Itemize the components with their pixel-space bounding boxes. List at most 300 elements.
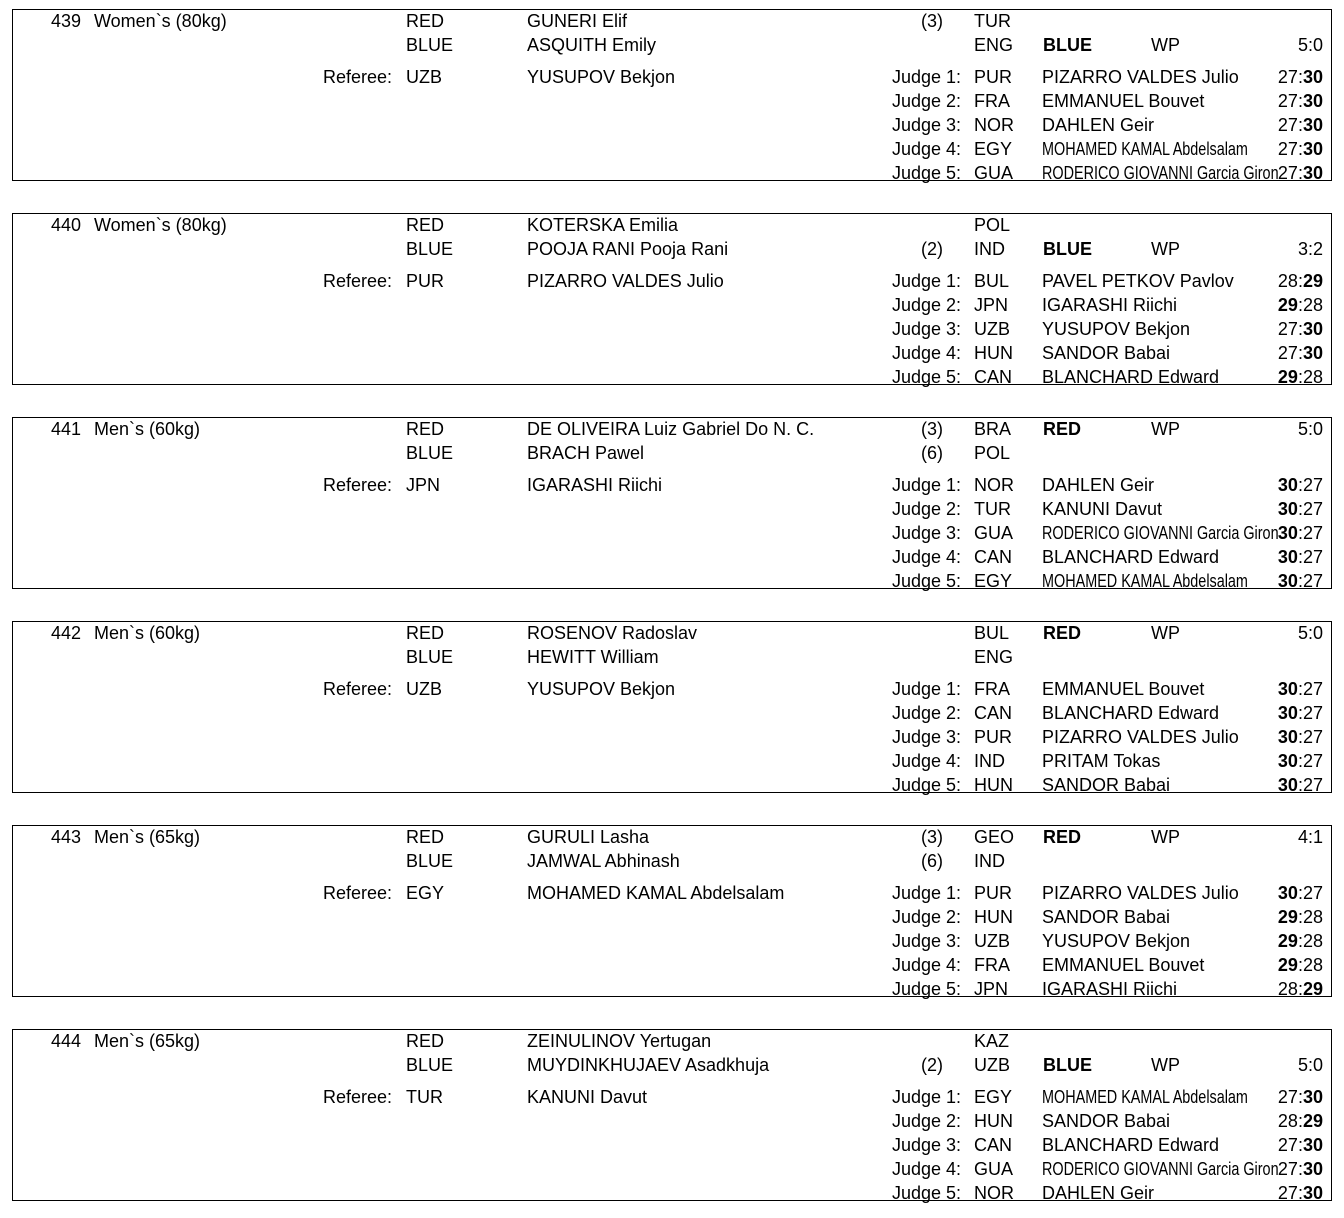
score-separator: : xyxy=(1297,931,1303,951)
judge-name xyxy=(1042,774,1170,796)
judge-label: Judge 1: xyxy=(891,67,961,87)
judge-label: Judge 5: xyxy=(891,979,961,999)
bout-number: 441 xyxy=(50,419,81,439)
judge-score-blue: 29 xyxy=(1302,979,1323,999)
athlete-name: POOJA RANI Pooja Rani xyxy=(527,239,729,259)
judge-score xyxy=(1233,906,1323,928)
judge-name-text: MOHAMED KAMAL Abdelsalam xyxy=(1042,1087,1248,1107)
judge-label: Judge 4: xyxy=(891,139,961,159)
judge-score xyxy=(1233,750,1323,772)
bout-block xyxy=(12,621,1332,793)
winner-corner: BLUE xyxy=(1043,239,1092,259)
judge-country: CAN xyxy=(974,703,1013,723)
judge-name-text: EMMANUEL Bouvet xyxy=(1042,955,1205,975)
judge-score-red: 30 xyxy=(1277,547,1298,567)
score-separator: : xyxy=(1297,319,1303,339)
athlete-country: ENG xyxy=(974,647,1014,667)
judge-label: Judge 2: xyxy=(891,703,961,723)
athlete-name: BRACH Pawel xyxy=(527,443,645,463)
judge-score-blue: 28 xyxy=(1302,367,1323,387)
athlete-country: GEO xyxy=(974,827,1015,847)
judge-name-text: MOHAMED KAMAL Abdelsalam xyxy=(1042,139,1248,159)
judge-score-red: 30 xyxy=(1277,703,1298,723)
judge-label: Judge 4: xyxy=(891,547,961,567)
judge-score xyxy=(1233,66,1323,88)
judge-name-text: KANUNI Davut xyxy=(1042,499,1163,519)
judge-score-blue: 27 xyxy=(1302,703,1323,723)
score-separator: : xyxy=(1297,271,1303,291)
judge-score-red: 30 xyxy=(1277,727,1298,747)
judge-score-blue: 27 xyxy=(1302,775,1323,795)
score-separator: : xyxy=(1297,883,1303,903)
judge-name xyxy=(1042,342,1170,364)
judge-score-blue: 27 xyxy=(1302,499,1323,519)
judge-country: CAN xyxy=(974,367,1013,387)
judge-score xyxy=(1233,342,1323,364)
judge-country: NOR xyxy=(974,115,1014,135)
judge-score xyxy=(1233,882,1323,904)
judge-score xyxy=(1233,1182,1323,1204)
bout-score: 4:1 xyxy=(1297,827,1323,847)
judge-score-red: 27 xyxy=(1277,1135,1298,1155)
judge-name-text: PAVEL PETKOV Pavlov xyxy=(1042,271,1234,291)
judge-name-text: PIZARRO VALDES Julio xyxy=(1042,67,1239,87)
judge-score xyxy=(1233,546,1323,568)
athlete-name: ASQUITH Emily xyxy=(527,35,657,55)
judge-name xyxy=(1042,954,1204,976)
judge-country: FRA xyxy=(974,91,1010,111)
judge-label: Judge 4: xyxy=(891,1159,961,1179)
score-separator: : xyxy=(1297,499,1303,519)
judge-label: Judge 3: xyxy=(891,319,961,339)
judge-score-blue: 30 xyxy=(1302,115,1323,135)
bout-number: 444 xyxy=(50,1031,81,1051)
judge-name-text: YUSUPOV Bekjon xyxy=(1042,931,1191,951)
judge-country: FRA xyxy=(974,679,1010,699)
win-method: WP xyxy=(1151,35,1180,55)
judge-label: Judge 4: xyxy=(891,343,961,363)
bout-number: 440 xyxy=(50,215,81,235)
judge-name-text: DAHLEN Geir xyxy=(1042,1183,1155,1203)
judge-name-text: MOHAMED KAMAL Abdelsalam xyxy=(1042,571,1248,591)
score-separator: : xyxy=(1297,1159,1303,1179)
judge-name-text: SANDOR Babai xyxy=(1042,907,1171,927)
judge-name xyxy=(1042,882,1239,904)
judge-name-text: SANDOR Babai xyxy=(1042,775,1171,795)
referee-name: KANUNI Davut xyxy=(527,1087,648,1107)
judge-country: HUN xyxy=(974,1111,1013,1131)
judge-country: GUA xyxy=(974,523,1014,543)
athlete-seed: (3) xyxy=(921,419,943,439)
judge-name xyxy=(1042,1182,1154,1204)
corner-label: BLUE xyxy=(406,35,454,55)
judge-name-text: RODERICO GIOVANNI Garcia Giron xyxy=(1042,523,1279,543)
referee-name: YUSUPOV Bekjon xyxy=(527,679,676,699)
judge-country: EGY xyxy=(974,571,1013,591)
judge-score xyxy=(1233,678,1323,700)
judge-country: TUR xyxy=(974,499,1011,519)
athlete-country: POL xyxy=(974,215,1011,235)
winner-corner: RED xyxy=(1043,827,1082,847)
judge-score xyxy=(1233,1158,1323,1180)
winner-corner: RED xyxy=(1043,419,1082,439)
judge-score-red: 30 xyxy=(1277,775,1298,795)
judge-score-blue: 27 xyxy=(1302,727,1323,747)
judge-label: Judge 3: xyxy=(891,115,961,135)
judge-score-blue: 27 xyxy=(1302,883,1323,903)
judge-score-red: 30 xyxy=(1277,571,1298,591)
judge-score-blue: 28 xyxy=(1302,931,1323,951)
judge-score-blue: 28 xyxy=(1302,907,1323,927)
corner-label: RED xyxy=(406,419,445,439)
judge-score xyxy=(1233,930,1323,952)
judge-score-red: 29 xyxy=(1277,931,1298,951)
corner-label: RED xyxy=(406,1031,445,1051)
judge-name-text: YUSUPOV Bekjon xyxy=(1042,319,1191,339)
judge-score xyxy=(1233,774,1323,796)
judge-country: EGY xyxy=(974,139,1013,159)
weight-category: Women`s (80kg) xyxy=(94,215,227,235)
judge-label: Judge 3: xyxy=(891,523,961,543)
weight-category: Men`s (65kg) xyxy=(94,827,201,847)
judge-label: Judge 3: xyxy=(891,931,961,951)
score-separator: : xyxy=(1297,727,1303,747)
score-separator: : xyxy=(1297,163,1303,183)
athlete-name: GURULI Lasha xyxy=(527,827,650,847)
score-separator: : xyxy=(1297,571,1303,591)
judge-label: Judge 3: xyxy=(891,1135,961,1155)
judge-label: Judge 2: xyxy=(891,295,961,315)
judge-name-text: PRITAM Tokas xyxy=(1042,751,1161,771)
judge-name xyxy=(1042,270,1234,292)
judge-name-text: PIZARRO VALDES Julio xyxy=(1042,727,1239,747)
judge-score xyxy=(1233,1134,1323,1156)
referee-label: Referee: xyxy=(322,271,392,291)
judge-label: Judge 1: xyxy=(891,475,961,495)
judge-country: NOR xyxy=(974,475,1014,495)
judge-score xyxy=(1233,270,1323,292)
athlete-seed: (3) xyxy=(921,11,943,31)
judge-label: Judge 1: xyxy=(891,883,961,903)
judge-name-text: IGARASHI Riichi xyxy=(1042,979,1178,999)
bout-number: 443 xyxy=(50,827,81,847)
score-separator: : xyxy=(1297,91,1303,111)
judge-name-text: DAHLEN Geir xyxy=(1042,115,1155,135)
referee-label: Referee: xyxy=(322,67,392,87)
judge-score xyxy=(1233,138,1323,160)
judge-country: GUA xyxy=(974,163,1014,183)
judge-score-red: 27 xyxy=(1277,67,1298,87)
judge-score-red: 30 xyxy=(1277,679,1298,699)
judge-label: Judge 4: xyxy=(891,955,961,975)
score-separator: : xyxy=(1297,907,1303,927)
athlete-name: KOTERSKA Emilia xyxy=(527,215,679,235)
bout-score: 5:0 xyxy=(1297,35,1323,55)
judge-label: Judge 4: xyxy=(891,751,961,771)
score-separator: : xyxy=(1297,1111,1303,1131)
athlete-name: HEWITT William xyxy=(527,647,659,667)
referee-country: PUR xyxy=(406,271,445,291)
score-separator: : xyxy=(1297,475,1303,495)
referee-label: Referee: xyxy=(322,679,392,699)
athlete-country: BRA xyxy=(974,419,1012,439)
judge-label: Judge 2: xyxy=(891,499,961,519)
judge-score xyxy=(1233,978,1323,1000)
judge-score-red: 27 xyxy=(1277,91,1298,111)
athlete-country: TUR xyxy=(974,11,1011,31)
judge-country: PUR xyxy=(974,883,1013,903)
referee-country: EGY xyxy=(406,883,445,903)
athlete-country: IND xyxy=(974,239,1005,259)
score-separator: : xyxy=(1297,775,1303,795)
winner-corner: BLUE xyxy=(1043,1055,1092,1075)
judge-label: Judge 5: xyxy=(891,163,961,183)
judge-score-red: 27 xyxy=(1277,1183,1298,1203)
referee-country: JPN xyxy=(406,475,441,495)
bout-block xyxy=(12,1029,1332,1201)
judge-name-text: EMMANUEL Bouvet xyxy=(1042,91,1205,111)
bout-block xyxy=(12,9,1332,181)
judge-score xyxy=(1233,1086,1323,1108)
judge-score-red: 27 xyxy=(1277,115,1298,135)
judge-score-red: 27 xyxy=(1277,1087,1298,1107)
weight-category: Men`s (60kg) xyxy=(94,419,201,439)
referee-country: TUR xyxy=(406,1087,443,1107)
judge-name xyxy=(1042,90,1204,112)
corner-label: RED xyxy=(406,827,445,847)
judge-name-text: SANDOR Babai xyxy=(1042,343,1171,363)
judge-score-blue: 30 xyxy=(1302,67,1323,87)
referee-label: Referee: xyxy=(322,1087,392,1107)
judge-country: JPN xyxy=(974,295,1009,315)
athlete-country: ENG xyxy=(974,35,1014,55)
judge-name xyxy=(1042,930,1190,952)
athlete-country: KAZ xyxy=(974,1031,1010,1051)
score-separator: : xyxy=(1297,295,1303,315)
win-method: WP xyxy=(1151,623,1180,643)
judge-name xyxy=(1042,1134,1219,1156)
weight-category: Men`s (60kg) xyxy=(94,623,201,643)
judge-label: Judge 1: xyxy=(891,271,961,291)
judge-name xyxy=(1042,294,1177,316)
win-method: WP xyxy=(1151,419,1180,439)
athlete-seed: (2) xyxy=(921,1055,943,1075)
judge-name-text: BLANCHARD Edward xyxy=(1042,367,1220,387)
score-separator: : xyxy=(1297,343,1303,363)
judge-score-blue: 27 xyxy=(1302,475,1323,495)
judge-country: EGY xyxy=(974,1087,1013,1107)
corner-label: RED xyxy=(406,623,445,643)
judge-name xyxy=(1042,906,1170,928)
referee-name: YUSUPOV Bekjon xyxy=(527,67,676,87)
bout-score: 5:0 xyxy=(1297,419,1323,439)
judge-name-text: EMMANUEL Bouvet xyxy=(1042,679,1205,699)
judge-score-red: 29 xyxy=(1277,907,1298,927)
judge-score-blue: 30 xyxy=(1302,1087,1323,1107)
judge-name-text: BLANCHARD Edward xyxy=(1042,703,1220,723)
judge-score xyxy=(1233,702,1323,724)
referee-country: UZB xyxy=(406,679,442,699)
weight-category: Women`s (80kg) xyxy=(94,11,227,31)
bout-score: 5:0 xyxy=(1297,1055,1323,1075)
weight-category: Men`s (65kg) xyxy=(94,1031,201,1051)
judge-score xyxy=(1233,90,1323,112)
judge-score xyxy=(1233,474,1323,496)
athlete-country: IND xyxy=(974,851,1005,871)
athlete-name: DE OLIVEIRA Luiz Gabriel Do N. C. xyxy=(527,419,815,439)
judge-name xyxy=(1042,498,1162,520)
judge-score-blue: 27 xyxy=(1302,571,1323,591)
judge-label: Judge 5: xyxy=(891,1183,961,1203)
judge-name xyxy=(1042,978,1177,1000)
judge-score-blue: 30 xyxy=(1302,1159,1323,1179)
score-separator: : xyxy=(1297,115,1303,135)
corner-label: RED xyxy=(406,215,445,235)
score-separator: : xyxy=(1297,955,1303,975)
judge-score-blue: 28 xyxy=(1302,955,1323,975)
judge-score xyxy=(1233,366,1323,388)
judge-name xyxy=(1042,66,1239,88)
athlete-seed: (2) xyxy=(921,239,943,259)
athlete-country: BUL xyxy=(974,623,1010,643)
judge-name xyxy=(1042,366,1219,388)
score-separator: : xyxy=(1297,751,1303,771)
judge-name xyxy=(1042,702,1219,724)
judge-label: Judge 2: xyxy=(891,1111,961,1131)
score-separator: : xyxy=(1297,67,1303,87)
bout-block xyxy=(12,213,1332,385)
judge-score xyxy=(1233,114,1323,136)
bout-score: 5:0 xyxy=(1297,623,1323,643)
judge-name-text: RODERICO GIOVANNI Garcia Giron xyxy=(1042,1159,1279,1179)
score-separator: : xyxy=(1297,367,1303,387)
judge-country: UZB xyxy=(974,931,1010,951)
athlete-name: MUYDINKHUJAEV Asadkhuja xyxy=(527,1055,770,1075)
judge-name xyxy=(1042,474,1154,496)
judge-country: CAN xyxy=(974,547,1013,567)
judge-score-red: 29 xyxy=(1277,295,1298,315)
judge-score-red: 29 xyxy=(1277,367,1298,387)
athlete-name: JAMWAL Abhinash xyxy=(527,851,680,871)
judge-score-red: 30 xyxy=(1277,883,1298,903)
judge-country: GUA xyxy=(974,1159,1014,1179)
judge-name xyxy=(1042,1110,1170,1132)
judge-label: Judge 2: xyxy=(891,907,961,927)
athlete-name: ZEINULINOV Yertugan xyxy=(527,1031,712,1051)
referee-name: MOHAMED KAMAL Abdelsalam xyxy=(527,883,785,903)
judge-score xyxy=(1233,570,1323,592)
judge-name-text: IGARASHI Riichi xyxy=(1042,295,1178,315)
referee-name: IGARASHI Riichi xyxy=(527,475,663,495)
score-separator: : xyxy=(1297,703,1303,723)
score-separator: : xyxy=(1297,547,1303,567)
athlete-seed: (6) xyxy=(921,851,943,871)
judge-country: NOR xyxy=(974,1183,1014,1203)
judge-name-text: BLANCHARD Edward xyxy=(1042,547,1220,567)
corner-label: RED xyxy=(406,11,445,31)
referee-name: PIZARRO VALDES Julio xyxy=(527,271,724,291)
judge-score-red: 30 xyxy=(1277,751,1298,771)
judge-score-blue: 30 xyxy=(1302,343,1323,363)
athlete-name: ROSENOV Radoslav xyxy=(527,623,698,643)
bout-block xyxy=(12,417,1332,589)
judge-score-blue: 30 xyxy=(1302,139,1323,159)
judge-score-blue: 29 xyxy=(1302,271,1323,291)
corner-label: BLUE xyxy=(406,239,454,259)
judge-name-text: PIZARRO VALDES Julio xyxy=(1042,883,1239,903)
score-separator: : xyxy=(1297,1183,1303,1203)
judge-score-red: 27 xyxy=(1277,139,1298,159)
judge-score-red: 27 xyxy=(1277,319,1298,339)
bout-number: 442 xyxy=(50,623,81,643)
judge-country: JPN xyxy=(974,979,1009,999)
judge-country: PUR xyxy=(974,67,1013,87)
judge-score xyxy=(1233,498,1323,520)
score-separator: : xyxy=(1297,139,1303,159)
win-method: WP xyxy=(1151,239,1180,259)
judge-score-red: 28 xyxy=(1277,1111,1298,1131)
athlete-seed: (3) xyxy=(921,827,943,847)
judge-country: HUN xyxy=(974,775,1013,795)
judge-label: Judge 1: xyxy=(891,679,961,699)
athlete-name: GUNERI Elif xyxy=(527,11,628,31)
judge-name xyxy=(1042,678,1204,700)
judge-score xyxy=(1233,726,1323,748)
win-method: WP xyxy=(1151,827,1180,847)
judge-country: FRA xyxy=(974,955,1010,975)
judge-name xyxy=(1042,318,1190,340)
judge-score xyxy=(1233,1110,1323,1132)
judge-score-red: 30 xyxy=(1277,523,1298,543)
win-method: WP xyxy=(1151,1055,1180,1075)
judge-score xyxy=(1233,522,1323,544)
judge-country: HUN xyxy=(974,907,1013,927)
judge-score xyxy=(1233,294,1323,316)
judge-name-text: RODERICO GIOVANNI Garcia Giron xyxy=(1042,163,1279,183)
bout-block xyxy=(12,825,1332,997)
athlete-seed: (6) xyxy=(921,443,943,463)
judge-name-text: DAHLEN Geir xyxy=(1042,475,1155,495)
judge-name xyxy=(1042,750,1160,772)
judge-country: PUR xyxy=(974,727,1013,747)
judge-score-red: 27 xyxy=(1277,163,1298,183)
judge-score-blue: 30 xyxy=(1302,163,1323,183)
judge-name-text: BLANCHARD Edward xyxy=(1042,1135,1220,1155)
score-separator: : xyxy=(1297,523,1303,543)
score-separator: : xyxy=(1297,979,1303,999)
judge-score-blue: 27 xyxy=(1302,523,1323,543)
judge-score-red: 30 xyxy=(1277,499,1298,519)
judge-score-blue: 27 xyxy=(1302,751,1323,771)
judge-label: Judge 2: xyxy=(891,91,961,111)
corner-label: BLUE xyxy=(406,851,454,871)
judge-country: BUL xyxy=(974,271,1010,291)
athlete-country: UZB xyxy=(974,1055,1010,1075)
judge-score-blue: 27 xyxy=(1302,679,1323,699)
judge-country: UZB xyxy=(974,319,1010,339)
judge-name xyxy=(1042,726,1239,748)
judge-label: Judge 1: xyxy=(891,1087,961,1107)
judge-score-blue: 28 xyxy=(1302,295,1323,315)
judge-label: Judge 5: xyxy=(891,775,961,795)
judge-score-red: 27 xyxy=(1277,343,1298,363)
judge-name xyxy=(1042,114,1154,136)
judge-country: CAN xyxy=(974,1135,1013,1155)
score-separator: : xyxy=(1297,1135,1303,1155)
bout-score: 3:2 xyxy=(1297,239,1323,259)
judge-score-blue: 27 xyxy=(1302,547,1323,567)
judge-label: Judge 5: xyxy=(891,367,961,387)
